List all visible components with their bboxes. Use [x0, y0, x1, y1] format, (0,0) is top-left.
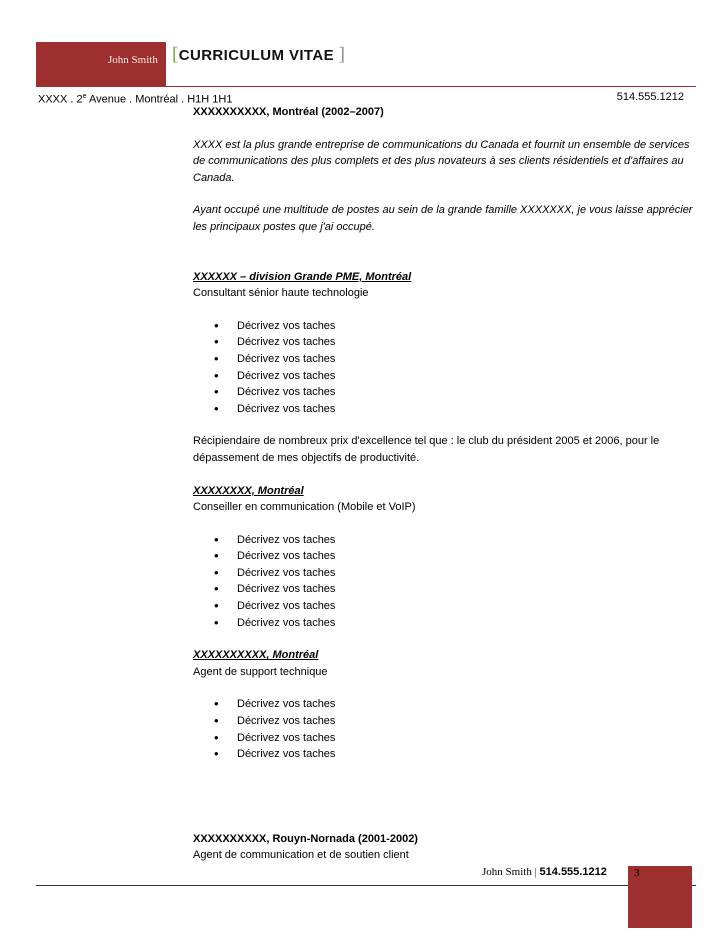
task-item: • Décrivez vos taches: [193, 565, 693, 582]
task-item: • Décrivez vos taches: [193, 730, 693, 747]
task-item: • Décrivez vos taches: [193, 548, 693, 565]
job-heading: XXXXXXXX, Montréal: [193, 484, 304, 497]
footer-name: John Smith: [482, 866, 532, 878]
task-item: • Décrivez vos taches: [193, 401, 693, 418]
document-title: [172, 44, 345, 66]
task-item: • Décrivez vos taches: [193, 368, 693, 385]
task-item: • Décrivez vos taches: [193, 746, 693, 763]
job-role: Consultant sénior haute technologie: [193, 287, 369, 300]
task-item: • Décrivez vos taches: [193, 598, 693, 615]
address-superscript: e: [82, 93, 87, 100]
main-content: [193, 104, 693, 864]
title-bracket-open: [: [172, 44, 179, 65]
intro-paragraph: XXXX est la plus grande entreprise de communications du Canada et fournit un ensemble de services de communications des plus complets et des plus novateurs à ses clients résidentiels et d'affaires au Canada.: [193, 138, 690, 184]
task-item: • Décrivez vos taches: [193, 334, 693, 351]
award-note: Récipiendaire de nombreux prix d'excellence tel que : le club du président 2005 et 2006, pour le dépassement de mes objectifs de productivité.: [193, 435, 660, 464]
job-heading: XXXXXX – division Grande PME, Montréal: [193, 270, 412, 283]
footer-rule: [36, 885, 696, 886]
intro-paragraph: Ayant occupé une multitude de postes au sein de la grande famille XXXXXXX, je vous laisse apprécier les principaux postes que j'ai occupé.: [193, 204, 693, 233]
job-role: Agent de support technique: [193, 665, 328, 678]
task-list: [193, 318, 693, 418]
task-item: • Décrivez vos taches: [193, 532, 693, 549]
page-number: 3: [634, 867, 640, 879]
footer-separator: |: [534, 866, 537, 878]
header-name: John Smith: [108, 54, 158, 66]
company-heading: XXXXXXXXXX, Montréal (2002–2007): [193, 106, 384, 118]
task-item: • Décrivez vos taches: [193, 351, 693, 368]
task-list: [193, 532, 693, 632]
task-item: • Décrivez vos taches: [193, 318, 693, 335]
header-rule: [36, 86, 696, 87]
job-role: Conseiller en communication (Mobile et VoIP): [193, 501, 416, 514]
task-item: • Décrivez vos taches: [193, 384, 693, 401]
address-part: XXXX . 2: [38, 93, 83, 106]
address-part: Avenue . Montréal . H1H 1H1: [86, 93, 233, 106]
job-role: Agent de communication et de soutien client: [193, 849, 409, 862]
task-item: • Décrivez vos taches: [193, 696, 693, 713]
job-heading: XXXXXXXXXX, Montréal: [193, 649, 319, 662]
footer-phone: 514.555.1212: [539, 866, 607, 878]
company-heading: XXXXXXXXXX, Rouyn-Nornada (2001-2002): [193, 832, 418, 845]
task-list: [193, 696, 693, 762]
task-item: • Décrivez vos taches: [193, 615, 693, 632]
task-item: • Décrivez vos taches: [193, 713, 693, 730]
title-bracket-close: ]: [338, 44, 346, 65]
task-item: • Décrivez vos taches: [193, 581, 693, 598]
footer: [482, 866, 607, 878]
header-phone: 514.555.1212: [616, 91, 684, 103]
title-text: CURRICULUM VITAE: [178, 47, 335, 64]
